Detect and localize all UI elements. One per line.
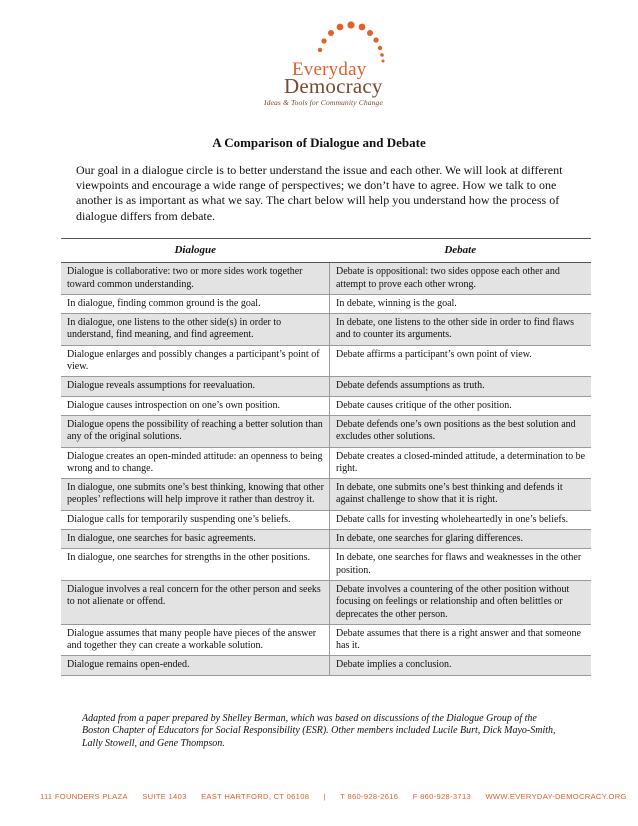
debate-cell: Debate affirms a participant’s own point of view.	[330, 345, 592, 377]
debate-cell: In debate, winning is the goal.	[330, 294, 592, 313]
dialogue-cell: Dialogue is collaborative: two or more sides work together toward common understanding.	[61, 263, 330, 295]
table-row	[61, 624, 591, 656]
footer-phone: T 860-928-2616	[340, 792, 399, 801]
logo-tagline: Ideas & Tools for Community Change	[264, 98, 383, 107]
debate-cell: Debate causes critique of the other position.	[330, 396, 592, 415]
dialogue-cell: Dialogue involves a real concern for the other person and seeks to not alienate or offend.	[61, 580, 330, 624]
table-row	[61, 656, 591, 675]
table-body	[61, 263, 591, 675]
debate-cell: Debate creates a closed-minded attitude, a determination to be right.	[330, 447, 592, 479]
footer-fax: F 860-928-3713	[412, 792, 472, 801]
dialogue-cell: Dialogue remains open-ended.	[61, 656, 330, 675]
comparison-table	[61, 238, 591, 676]
header-dialogue: Dialogue	[61, 239, 330, 263]
debate-cell: Debate calls for investing wholeheartedly in one’s beliefs.	[330, 510, 592, 529]
table-row	[61, 479, 591, 511]
dialogue-cell: Dialogue creates an open-minded attitude: an openness to being wrong and to change.	[61, 447, 330, 479]
footer-separator: |	[323, 792, 326, 801]
table-row	[61, 447, 591, 479]
dialogue-cell: In dialogue, one searches for basic agreements.	[61, 530, 330, 549]
debate-cell: Debate is oppositional: two sides oppose each other and attempt to prove each other wrong.	[330, 263, 592, 295]
debate-cell: Debate assumes that there is a right answer and that someone has it.	[330, 624, 592, 656]
footer-city: EAST HARTFORD, CT 06108	[201, 792, 310, 801]
dialogue-cell: In dialogue, finding common ground is the goal.	[61, 294, 330, 313]
dialogue-cell: Dialogue reveals assumptions for reevaluation.	[61, 377, 330, 396]
dialogue-cell: Dialogue enlarges and possibly changes a participant’s point of view.	[61, 345, 330, 377]
table-row	[61, 415, 591, 447]
logo-word-everyday: Everyday	[292, 59, 367, 80]
debate-cell: In debate, one searches for glaring differences.	[330, 530, 592, 549]
table-row	[61, 396, 591, 415]
footer-contact	[40, 792, 627, 801]
table-row	[61, 580, 591, 624]
attribution-note: Adapted from a paper prepared by Shelley Berman, which was based on discussions of the Dialogue Group of the Boston Chapter of Educators for Social Responsibility (ESR). Other members included Lucile Burt, Dick Mayo-Smith, Lally Stowell, and Gene Thompson.	[82, 713, 556, 749]
debate-cell: Debate defends assumptions as truth.	[330, 377, 592, 396]
debate-cell: Debate defends one’s own positions as the best solution and excludes other solutions.	[330, 415, 592, 447]
dialogue-cell: In dialogue, one listens to the other side(s) in order to understand, find meaning, and find agreement.	[61, 314, 330, 346]
debate-cell: In debate, one searches for flaws and weaknesses in the other position.	[330, 549, 592, 581]
table-row	[61, 377, 591, 396]
dialogue-cell: Dialogue opens the possibility of reaching a better solution than any of the original solutions.	[61, 415, 330, 447]
table-row	[61, 314, 591, 346]
debate-cell: Debate involves a countering of the other position without focusing on feelings or relationship and often belittles or deprecates the other person.	[330, 580, 592, 624]
dialogue-cell: Dialogue calls for temporarily suspending one’s beliefs.	[61, 510, 330, 529]
intro-paragraph: Our goal in a dialogue circle is to better understand the issue and each other. We will look at different viewpoints and encourage a wide range of perspectives; we don’t have to agree. How we talk to one another is as important as what we say. The chart below will help you understand how the process of dialogue differs from debate.	[76, 163, 563, 223]
table-row	[61, 549, 591, 581]
logo-word-democracy: Democracy	[284, 74, 383, 98]
footer-website[interactable]: WWW.EVERYDAY-DEMOCRACY.ORG	[485, 792, 627, 801]
footer-suite: SUITE 1403	[142, 792, 187, 801]
dialogue-cell: Dialogue assumes that many people have pieces of the answer and together they can create a workable solution.	[61, 624, 330, 656]
page-title: A Comparison of Dialogue and Debate	[212, 135, 426, 150]
debate-cell: In debate, one submits one’s best thinking and defends it against challenge to show that it is right.	[330, 479, 592, 511]
dialogue-cell: In dialogue, one searches for strengths in the other positions.	[61, 549, 330, 581]
everyday-democracy-logo	[262, 20, 412, 112]
table-row	[61, 530, 591, 549]
debate-cell: Debate implies a conclusion.	[330, 656, 592, 675]
dialogue-cell: In dialogue, one submits one’s best thinking, knowing that other peoples’ reflections will help improve it rather than destroy it.	[61, 479, 330, 511]
table-row	[61, 510, 591, 529]
debate-cell: In debate, one listens to the other side in order to find flaws and to counter its arguments.	[330, 314, 592, 346]
table-row	[61, 294, 591, 313]
header-debate: Debate	[330, 239, 592, 263]
table-row	[61, 345, 591, 377]
table-header-row	[61, 239, 591, 263]
dialogue-cell: Dialogue causes introspection on one’s own position.	[61, 396, 330, 415]
footer-address: 111 FOUNDERS PLAZA	[40, 792, 128, 801]
table-row	[61, 263, 591, 295]
